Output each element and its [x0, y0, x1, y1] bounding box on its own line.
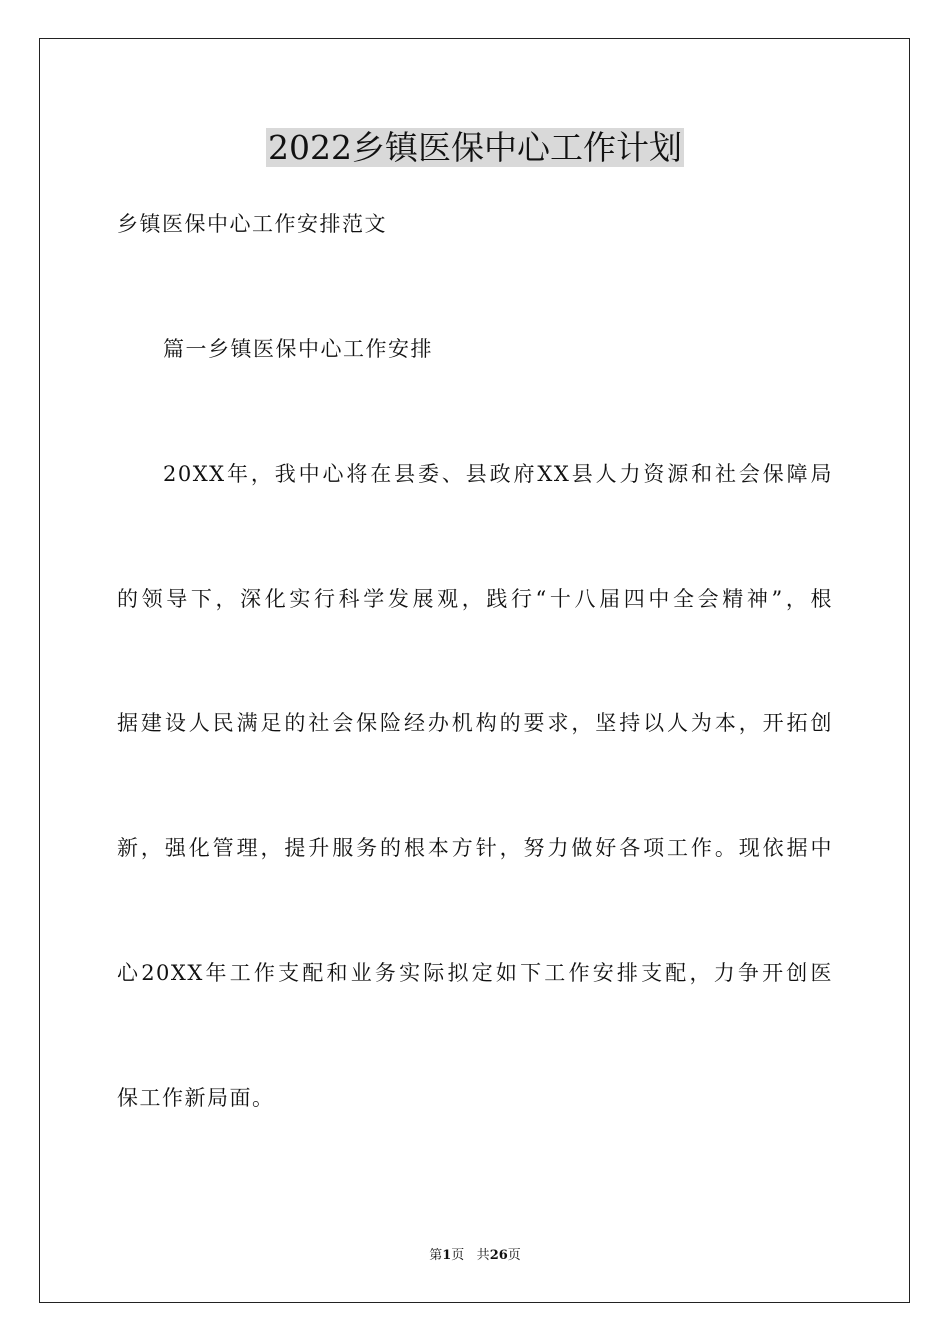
section-heading: 篇一乡镇医保中心工作安排	[163, 337, 433, 361]
paragraph-line: 20XX年，我中心将在县委、县政府XX县人力资源和社会保障局	[163, 462, 833, 486]
total-suffix: 页	[507, 1248, 521, 1263]
total-prefix: 共	[476, 1248, 490, 1263]
page-prefix: 第	[429, 1248, 443, 1263]
document-title-text: 2022乡镇医保中心工作计划	[268, 128, 682, 167]
document-subtitle: 乡镇医保中心工作安排范文	[117, 212, 387, 236]
paragraph-line: 据建设人民满足的社会保险经办机构的要求，坚持以人为本，开拓创	[117, 711, 833, 735]
total-pages: 26	[489, 1248, 508, 1263]
paragraph-line: 新，强化管理，提升服务的根本方针，努力做好各项工作。现依据中	[117, 836, 833, 860]
paragraph-line: 保工作新局面。	[117, 1086, 275, 1110]
page-number: 1	[442, 1248, 452, 1263]
page-footer	[0, 1246, 950, 1266]
page-suffix: 页	[451, 1248, 465, 1263]
paragraph-line: 的领导下，深化实行科学发展观，践行“十八届四中全会精神”，根	[117, 587, 833, 611]
paragraph-line: 心20XX年工作支配和业务实际拟定如下工作安排支配，力争开创医	[117, 961, 833, 985]
document-title	[0, 126, 950, 170]
